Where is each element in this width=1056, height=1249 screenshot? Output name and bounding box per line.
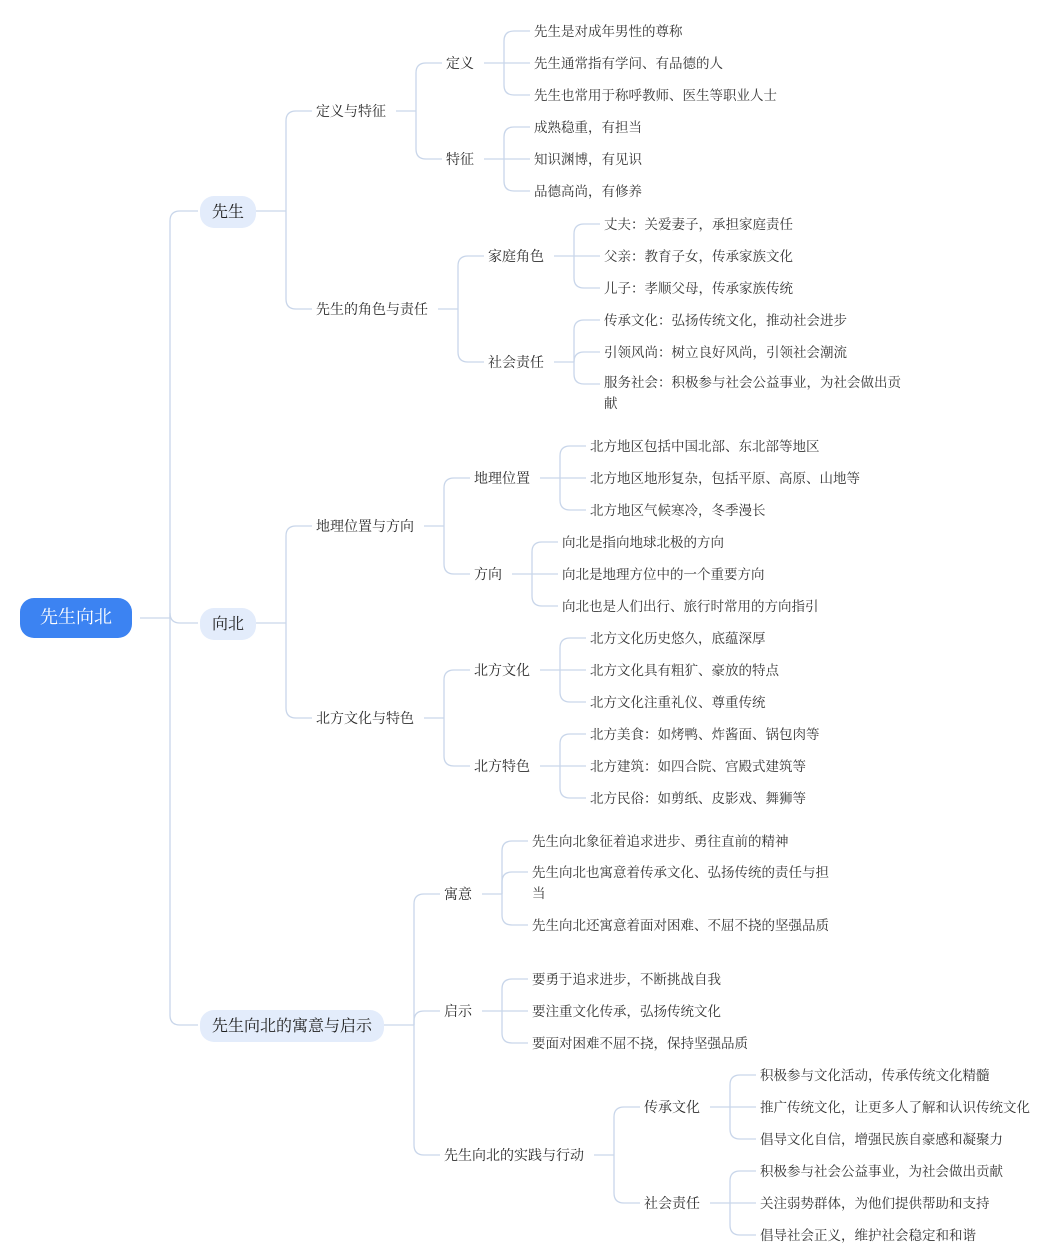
connector-line (444, 478, 470, 526)
leaf-item[interactable]: 北方文化具有粗犷、豪放的特点 (590, 663, 779, 679)
leaf-item[interactable]: 北方文化注重礼仪、尊重传统 (590, 695, 766, 711)
connector-line (414, 894, 440, 1025)
connector-line (614, 1155, 640, 1203)
connector-line (532, 542, 558, 574)
topic-roles-responsibilities[interactable]: 先生的角色与责任 (316, 302, 428, 318)
leaf-item[interactable]: 知识渊博，有见识 (534, 152, 642, 168)
leaf-item[interactable]: 先生是对成年男性的尊称 (534, 24, 683, 40)
leaf-item[interactable]: 积极参与文化活动，传承传统文化精髓 (760, 1068, 990, 1084)
leaf-item[interactable]: 先生通常指有学问、有品德的人 (534, 56, 723, 72)
connector-line (574, 320, 600, 362)
subtopic-social-responsibility[interactable]: 社会责任 (488, 355, 544, 371)
connector-line (502, 979, 528, 1011)
connector-line (560, 670, 586, 702)
connector-line (458, 256, 484, 309)
leaf-item[interactable]: 积极参与社会公益事业，为社会做出贡献 (760, 1164, 1003, 1180)
subtopic-location[interactable]: 地理位置 (474, 471, 530, 487)
subtopic-social-duty[interactable]: 社会责任 (644, 1196, 700, 1212)
connector-line (502, 841, 528, 894)
connector-line (574, 362, 600, 384)
subtopic-definition[interactable]: 定义 (446, 56, 474, 72)
leaf-item[interactable]: 向北也是人们出行、旅行时常用的方向指引 (562, 599, 819, 615)
connector-line (502, 894, 528, 925)
leaf-item[interactable]: 儿子：孝顺父母，传承家族传统 (604, 281, 793, 297)
subtopic-inherit-culture[interactable]: 传承文化 (644, 1100, 700, 1116)
connector-line (614, 1107, 640, 1155)
connector-line (560, 766, 586, 798)
connector-line (286, 526, 312, 623)
connector-line (504, 127, 530, 159)
leaf-item[interactable]: 关注弱势群体，为他们提供帮助和支持 (760, 1196, 990, 1212)
connector-line (560, 446, 586, 478)
connector-line (416, 111, 442, 159)
topic-northern-culture[interactable]: 北方文化与特色 (316, 711, 414, 727)
connector-line (574, 224, 600, 256)
leaf-item[interactable]: 要勇于追求进步，不断挑战自我 (532, 972, 721, 988)
leaf-item[interactable]: 父亲：教育子女，传承家族文化 (604, 249, 793, 265)
leaf-item[interactable]: 推广传统文化，让更多人了解和认识传统文化 (760, 1100, 1030, 1116)
subtopic-direction[interactable]: 方向 (474, 567, 502, 583)
connector-line (414, 1011, 440, 1025)
connector-line (444, 526, 470, 574)
leaf-item[interactable]: 先生也常用于称呼教师、医生等职业人士 (534, 88, 777, 104)
leaf-item[interactable]: 先生向北象征着追求进步、勇往直前的精神 (532, 834, 789, 850)
connector-line (730, 1171, 756, 1203)
topic-inspiration[interactable]: 启示 (444, 1004, 472, 1020)
leaf-item[interactable]: 北方地区气候寒冷，冬季漫长 (590, 503, 766, 519)
topic-meaning[interactable]: 寓意 (444, 887, 472, 903)
connector-line (560, 638, 586, 670)
connector-line (730, 1075, 756, 1107)
connector-line (730, 1203, 756, 1235)
leaf-item[interactable]: 引领风尚：树立良好风尚，引领社会潮流 (604, 345, 847, 361)
topic-geography-direction[interactable]: 地理位置与方向 (316, 519, 414, 535)
connector-line (170, 613, 198, 623)
connector-line (502, 1011, 528, 1043)
branch-node-xiangbei[interactable]: 向北 (200, 608, 256, 640)
connector-line (170, 211, 198, 618)
connector-line (502, 872, 528, 894)
connector-line (560, 734, 586, 766)
subtopic-family-roles[interactable]: 家庭角色 (488, 249, 544, 265)
subtopic-culture[interactable]: 北方文化 (474, 663, 530, 679)
leaf-item[interactable]: 先生向北也寓意着传承文化、弘扬传统的责任与担当 (532, 865, 829, 902)
leaf-item[interactable]: 成熟稳重，有担当 (534, 120, 642, 136)
branch-node-meaning[interactable]: 先生向北的寓意与启示 (200, 1010, 384, 1042)
leaf-item[interactable]: 丈夫：关爱妻子，承担家庭责任 (604, 217, 793, 233)
leaf-item[interactable]: 倡导社会正义，维护社会稳定和和谐 (760, 1228, 976, 1244)
topic-definition-features[interactable]: 定义与特征 (316, 104, 386, 120)
leaf-item[interactable]: 要注重文化传承，弘扬传统文化 (532, 1004, 721, 1020)
subtopic-features-north[interactable]: 北方特色 (474, 759, 530, 775)
leaf-item[interactable]: 倡导文化自信，增强民族自豪感和凝聚力 (760, 1132, 1003, 1148)
connector-line (416, 63, 442, 111)
leaf-item[interactable]: 北方美食：如烤鸭、炸酱面、锅包肉等 (590, 727, 820, 743)
connector-line (504, 63, 530, 95)
connector-line (170, 618, 198, 1025)
connector-line (444, 670, 470, 718)
topic-practice-action[interactable]: 先生向北的实践与行动 (444, 1148, 584, 1164)
connector-line (560, 478, 586, 510)
leaf-item[interactable]: 北方建筑：如四合院、宫殿式建筑等 (590, 759, 806, 775)
connector-line (532, 574, 558, 606)
connector-line (504, 159, 530, 191)
connector-line (458, 309, 484, 362)
leaf-item[interactable]: 向北是地理方位中的一个重要方向 (562, 567, 765, 583)
connector-line (504, 31, 530, 63)
connector-line (286, 111, 312, 211)
leaf-item[interactable]: 北方文化历史悠久，底蕴深厚 (590, 631, 766, 647)
connector-line (286, 623, 312, 718)
leaf-item[interactable]: 向北是指向地球北极的方向 (562, 535, 724, 551)
leaf-item[interactable]: 要面对困难不屈不挠，保持坚强品质 (532, 1036, 748, 1052)
leaf-item[interactable]: 传承文化：弘扬传统文化，推动社会进步 (604, 313, 847, 329)
leaf-item[interactable]: 品德高尚，有修养 (534, 184, 642, 200)
connector-line (730, 1107, 756, 1139)
leaf-item[interactable]: 服务社会：积极参与社会公益事业，为社会做出贡献 (604, 375, 901, 412)
connector-line (444, 718, 470, 766)
connector-line (574, 352, 600, 362)
connector-line (414, 1025, 440, 1155)
leaf-item[interactable]: 北方地区包括中国北部、东北部等地区 (590, 439, 820, 455)
subtopic-features[interactable]: 特征 (446, 152, 474, 168)
connector-line (286, 211, 312, 309)
branch-node-xiansheng[interactable]: 先生 (200, 196, 256, 228)
leaf-item[interactable]: 北方民俗：如剪纸、皮影戏、舞狮等 (590, 791, 806, 807)
connector-line (574, 256, 600, 288)
leaf-item[interactable]: 北方地区地形复杂，包括平原、高原、山地等 (590, 471, 860, 487)
root-node[interactable]: 先生向北 (20, 598, 132, 638)
leaf-item[interactable]: 先生向北还寓意着面对困难、不屈不挠的坚强品质 (532, 918, 829, 934)
